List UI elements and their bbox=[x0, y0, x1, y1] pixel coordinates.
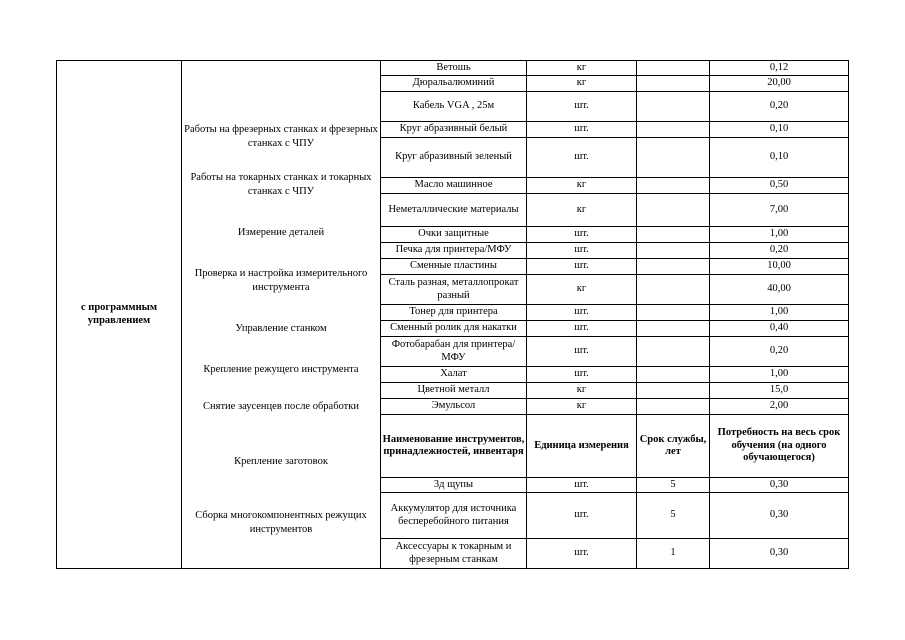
item-unit: шт. bbox=[527, 138, 637, 178]
item-term bbox=[637, 178, 710, 194]
item-term bbox=[637, 259, 710, 275]
item-qty: 0,30 bbox=[710, 539, 849, 569]
item-term bbox=[637, 61, 710, 76]
item-term bbox=[637, 227, 710, 243]
program-title: с программным управлением bbox=[57, 61, 182, 569]
item-unit: шт. bbox=[527, 493, 637, 539]
item-name: Аккумулятор для источника бесперебойного питания bbox=[381, 493, 527, 539]
item-qty: 0,30 bbox=[710, 478, 849, 493]
work-type-item: Работы на фрезерных станках и фрезерных станках с ЧПУ bbox=[184, 123, 378, 149]
item-unit: кг bbox=[527, 61, 637, 76]
item-name: Фотобарабан для принтера/ МФУ bbox=[381, 337, 527, 367]
item-qty: 0,20 bbox=[710, 337, 849, 367]
item-term bbox=[637, 367, 710, 383]
item-name: Сменный ролик для накатки bbox=[381, 321, 527, 337]
item-term bbox=[637, 194, 710, 227]
item-unit: шт. bbox=[527, 321, 637, 337]
item-qty: 0,20 bbox=[710, 92, 849, 122]
item-qty: 0,30 bbox=[710, 493, 849, 539]
work-types-list bbox=[183, 81, 379, 549]
item-unit: шт. bbox=[527, 92, 637, 122]
resources-table bbox=[56, 60, 849, 569]
item-name: Масло машинное bbox=[381, 178, 527, 194]
item-term: 1 bbox=[637, 539, 710, 569]
item-term bbox=[637, 76, 710, 92]
item-name: 3д щупы bbox=[381, 478, 527, 493]
item-unit: шт. bbox=[527, 259, 637, 275]
item-name: Эмульсол bbox=[381, 399, 527, 415]
item-term bbox=[637, 321, 710, 337]
item-name: Сталь разная, металлопрокат разный bbox=[381, 275, 527, 305]
item-name: Неметаллические материалы bbox=[381, 194, 527, 227]
item-qty: 1,00 bbox=[710, 367, 849, 383]
item-name: Дюральалюминий bbox=[381, 76, 527, 92]
item-qty: 0,20 bbox=[710, 243, 849, 259]
item-unit: кг bbox=[527, 399, 637, 415]
header-name: Наименование инструментов, принадлежностей, инвентаря bbox=[381, 415, 527, 478]
item-unit: шт. bbox=[527, 243, 637, 259]
item-qty: 40,00 bbox=[710, 275, 849, 305]
item-qty: 15,0 bbox=[710, 383, 849, 399]
item-qty: 0,10 bbox=[710, 138, 849, 178]
item-term bbox=[637, 383, 710, 399]
item-term bbox=[637, 122, 710, 138]
table-row bbox=[57, 61, 849, 76]
item-term bbox=[637, 138, 710, 178]
work-type-item: Сборка многокомпонентных режущих инструментов bbox=[195, 509, 367, 535]
item-term bbox=[637, 92, 710, 122]
item-unit: шт. bbox=[527, 122, 637, 138]
item-name: Очки защитные bbox=[381, 227, 527, 243]
item-term bbox=[637, 337, 710, 367]
work-type-item: Крепление заготовок bbox=[234, 455, 328, 467]
item-unit: кг bbox=[527, 275, 637, 305]
item-qty: 7,00 bbox=[710, 194, 849, 227]
item-name: Цветной металл bbox=[381, 383, 527, 399]
item-term bbox=[637, 275, 710, 305]
item-unit: шт. bbox=[527, 367, 637, 383]
item-qty: 10,00 bbox=[710, 259, 849, 275]
header-term: Срок службы, лет bbox=[637, 415, 710, 478]
work-type-item: Управление станком bbox=[235, 322, 327, 334]
item-unit: кг bbox=[527, 76, 637, 92]
item-unit: шт. bbox=[527, 539, 637, 569]
item-unit: шт. bbox=[527, 305, 637, 321]
item-unit: шт. bbox=[527, 478, 637, 493]
work-type-item: Проверка и настройка измерительного инструмента bbox=[194, 267, 368, 293]
item-name: Ветошь bbox=[381, 61, 527, 76]
item-qty: 0,50 bbox=[710, 178, 849, 194]
item-qty: 0,12 bbox=[710, 61, 849, 76]
item-name: Кабель VGA , 25м bbox=[381, 92, 527, 122]
item-name: Печка для принтера/МФУ bbox=[381, 243, 527, 259]
work-type-item: Снятие заусенцев после обработки bbox=[203, 400, 359, 412]
item-qty: 1,00 bbox=[710, 227, 849, 243]
item-qty: 0,10 bbox=[710, 122, 849, 138]
item-term: 5 bbox=[637, 478, 710, 493]
item-qty: 0,40 bbox=[710, 321, 849, 337]
item-unit: шт. bbox=[527, 337, 637, 367]
item-qty: 20,00 bbox=[710, 76, 849, 92]
item-unit: кг bbox=[527, 178, 637, 194]
item-name: Халат bbox=[381, 367, 527, 383]
item-name: Аксессуары к токарным и фрезерным станкам bbox=[381, 539, 527, 569]
header-need: Потребность на весь срок обучения (на одного обучающегося) bbox=[710, 415, 849, 478]
work-type-item: Работы на токарных станках и токарных станках с ЧПУ bbox=[190, 171, 372, 197]
work-type-item: Крепление режущего инструмента bbox=[203, 363, 359, 375]
item-name: Круг абразивный белый bbox=[381, 122, 527, 138]
header-unit: Единица измерения bbox=[527, 415, 637, 478]
item-name: Круг абразивный зеленый bbox=[381, 138, 527, 178]
item-unit: кг bbox=[527, 383, 637, 399]
item-name: Сменные пластины bbox=[381, 259, 527, 275]
item-term bbox=[637, 305, 710, 321]
item-name: Тонер для принтера bbox=[381, 305, 527, 321]
item-unit: шт. bbox=[527, 227, 637, 243]
item-term bbox=[637, 243, 710, 259]
item-unit: кг bbox=[527, 194, 637, 227]
item-term bbox=[637, 399, 710, 415]
work-type-item: Измерение деталей bbox=[237, 226, 325, 238]
item-qty: 1,00 bbox=[710, 305, 849, 321]
item-qty: 2,00 bbox=[710, 399, 849, 415]
item-term: 5 bbox=[637, 493, 710, 539]
work-types-cell bbox=[182, 61, 381, 569]
